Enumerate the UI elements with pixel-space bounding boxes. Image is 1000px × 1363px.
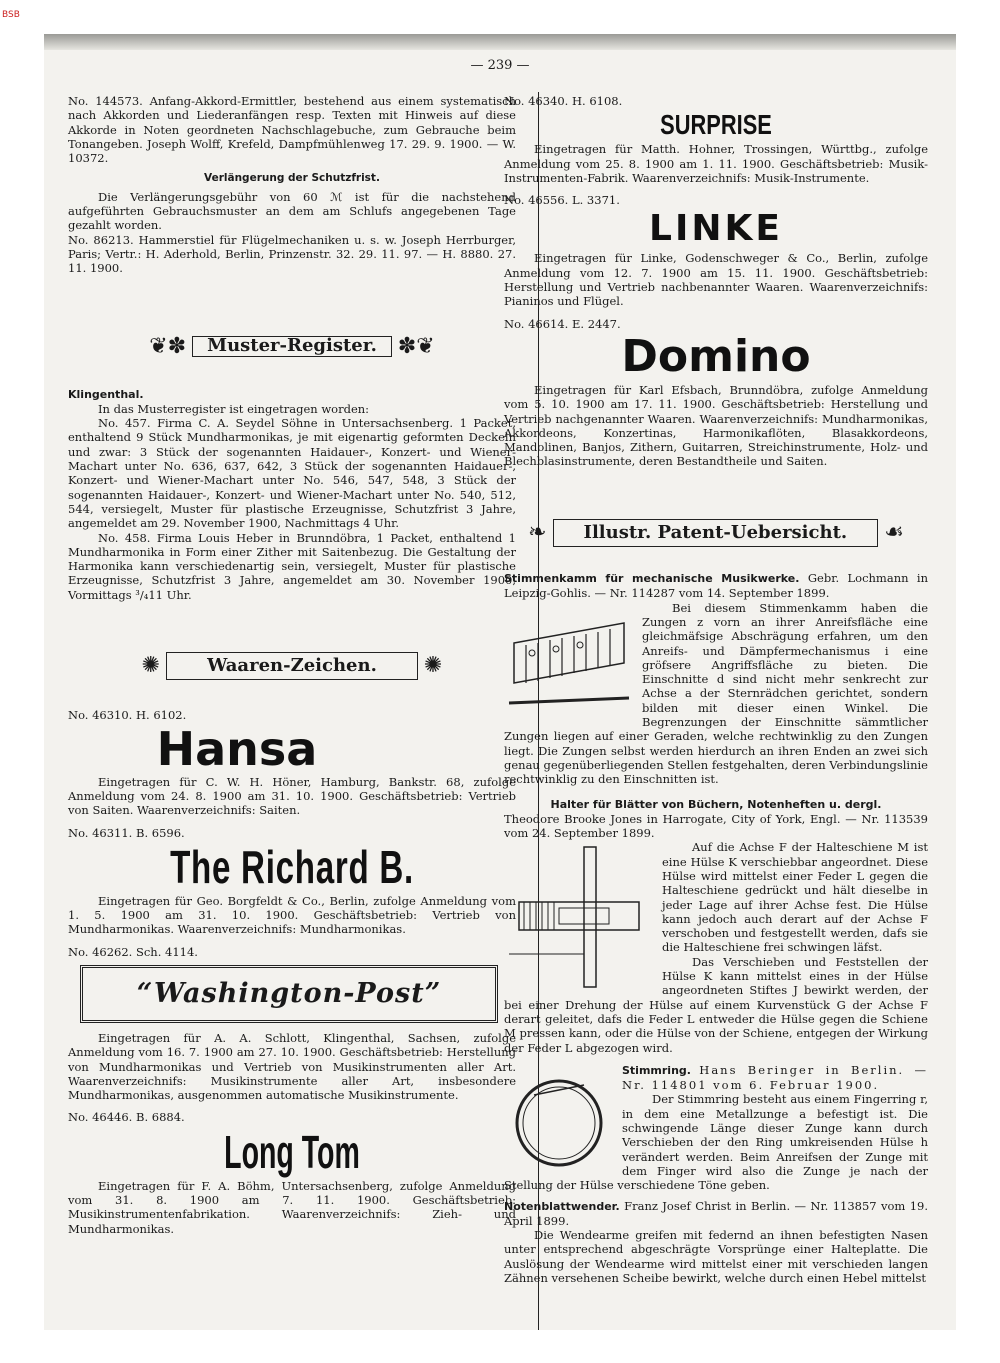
patent-halter-title: Halter für Blätter von Büchern, Notenheften u. dergl. bbox=[550, 797, 882, 811]
right-column bbox=[504, 94, 928, 1285]
subheading-schutzfrist: Verlängerung der Schutzfrist. bbox=[204, 172, 380, 185]
waaren-zeichen-title: Waaren-Zeichen. bbox=[166, 652, 418, 680]
tm-linke-number: No. 46556. L. 3371. bbox=[504, 193, 620, 208]
tm-surprise-number: No. 46340. H. 6108. bbox=[504, 94, 623, 108]
ornament-right-icon: ✺ bbox=[423, 653, 443, 679]
tm-surprise-text: Eingetragen für Matth. Hohner, Trossingen, Württbg., zufolge Anmeldung vom 25. 8. 1900 am 1. 11. 1900. Geschäftsbetrieb: Musik-Instrumenten-Fabrik. Waarenverzeichnifs: Musik-Instrumente. bbox=[504, 142, 928, 185]
patent-stimmring-head: Hans Beringer in Berlin. — Nr. 114801 vom 6. Februar 1900. bbox=[622, 1062, 929, 1093]
muster-register-title: Muster-Register. bbox=[192, 336, 392, 356]
patent-halter-text2: Das Verschieben und Feststellen der Hülse K kann mittelst eines in der Hülse angeordneten Stiftes J bewirkt werden, der bei einer Drehung der Hülse auf einem Kurvenstück G der Achse F derart geleitet, dafs die Feder L entweder die Hülse gegen die Schiene M pressen kann, oder die Hülse von der Schiene, entgegen der Wirkung der Feder L abgezogen wird. bbox=[504, 954, 928, 1055]
trademark-long-tom: Long Tom bbox=[224, 1125, 360, 1178]
library-stamp: BSB bbox=[2, 10, 20, 20]
tm-domino-number: No. 46614. E. 2447. bbox=[504, 316, 621, 331]
tm-linke-text: Eingetragen für Linke, Godenschweger & Co., Berlin, zufolge Anmeldung vom 12. 7. 1900 am 15. 11. 1900. Geschäftsbetrieb: Herstellung und Vertrieb nachbenannter Waaren. Waarenverzeichnifs: Pianinos und Flügel. bbox=[504, 251, 928, 309]
tm-washington-text: Eingetragen für A. A. Schlott, Klingenthal, Sachsen, zufolge Anmeldung vom 16. 7. 1900 am 27. 10. 1900. Geschäftsbetrieb: Herstellung von Mundharmonikas und Vertrieb von Musikinstrumenten aller Art. Waarenverzeichnifs: Musikinstrumente aller Art, insbesondere Mundharmonikas, ausgenommen automatische Musikinstrumente. bbox=[68, 1030, 516, 1103]
patent-uebersicht-title: Illustr. Patent-Uebersicht. bbox=[553, 519, 879, 547]
patent-uebersicht-banner bbox=[504, 519, 928, 547]
tm-longtom-text: Eingetragen für F. A. Böhm, Untersachsenberg, zufolge Anmeldung vom 31. 8. 1900 am 7. 11. 1900. Geschäftsbetrieb: Musikinstrumentenfabrikation. Waarenverzeichnifs: Zieh- und Mundharmonikas. bbox=[68, 1178, 516, 1236]
patent-stimmenkamm-text: Bei diesem Stimmenkamm haben die Zungen z vorn an ihrer Anreifsfläche eine gleichmäfsige Abschrägung erfahren, um den Anreifs- und Dämpfermechanismus i eine gröfsere Angriffsfläche zu bieten. Die Einschnitte d sind nicht mehr senkrecht zur Achse a der Sternrädchen gerichtet, sondern bilden mit dieser einen Winkel. Die Begrenzungen der Einschnitte sämmtlicher Zungen liegen auf einer Geraden, welche rechtwinklig zu den Zungen liegt. Die Zungen selbst werden hierdurch an ihren Enden an zwei sich genau gegenüberliegenden Stellen festgehalten, deren Verbindungslinie rechtwinklig zu den Einschnitten ist. bbox=[504, 600, 928, 787]
muster-register-banner bbox=[68, 333, 516, 359]
patent-stimmring-title: Stimmring. bbox=[622, 1063, 691, 1077]
patent-stimmenkamm-head: Gebr. Lochmann in Leipzig-Gohlis. — Nr. 114287 vom 14. September 1899. bbox=[504, 571, 929, 601]
tm-hansa-number: No. 46310. H. 6102. bbox=[68, 708, 187, 723]
trademark-domino: Domino bbox=[621, 330, 811, 382]
left-column bbox=[68, 94, 516, 1236]
patent-stimmring-text: Der Stimmring besteht aus einem Fingerring r, in dem eine Metallzunge a befestigt ist. Die schwingende Länge dieser Zunge kann durch Verschieben der den Ring umkreisenden Hülse h verändert werden. Beim Anreifsen der Zunge mit dem Finger wird also die Zunge je nach der Stellung der Hülse verschiedene Töne geben. bbox=[504, 1092, 928, 1193]
tm-richard-number: No. 46311. B. 6596. bbox=[68, 825, 185, 840]
entry-86213: No. 86213. Hammerstiel für Flügelmechaniken u. s. w. Joseph Herrburger, Paris; Vertr.: H. Aderhold, Berlin, Prinzenstr. 32. 29. 11. 97. — H. 8880. 27. 11. 1900. bbox=[68, 232, 516, 276]
paragraph-gebuehr: Die Verlängerungsgebühr von 60 ℳ ist für die nachstehend aufgeführten Gebrauchsmuster an dem am Schlufs angegebenen Tage gezahlt worden. bbox=[68, 189, 516, 233]
patent-halter-text: Auf die Achse F der Halteschiene M ist eine Hülse K verschiebbar angeordnet. Diese Hülse wird mittelst einer Feder L gegen die Halteschiene gedrückt und hält dieselbe in jeder Lage auf ihrer Achse fest. Die Hülse kann jedoch auch derart auf der Achse F verschoben und festgestellt werden, dafs sie die Halteschiene frei schwingen läfst. bbox=[662, 840, 928, 955]
trademark-washington-post: “Washington-Post” bbox=[80, 965, 498, 1023]
register-intro: In das Musterregister ist eingetragen worden: bbox=[98, 401, 370, 416]
tm-richard-text: Eingetragen für Geo. Borgfeldt & Co., Berlin, zufolge Anmeldung vom 1. 5. 1900 am 31. 10. 1900. Geschäftsbetrieb: Vertrieb von Mundharmonikas. Waarenverzeichnifs: Mundharmonikas. bbox=[68, 893, 516, 937]
register-entry-458: No. 458. Firma Louis Heber in Brunndöbra, 1 Packet, enthaltend 1 Mundharmonika in Form einer Zither mit Saitenbezug. Die Gestaltung der Harmonika kann verschiedenartig sein, versiegelt, Muster für plastische Erzeugnisse, Schutzfrist 3 Jahre, angemeldet am 30. November 1900, Vormittags ³/₄11 Uhr. bbox=[68, 530, 516, 602]
ornament-left-icon: ✺ bbox=[141, 653, 161, 679]
patent-halter-head: Theodore Brooke Jones in Harrogate, City of York, Engl. — Nr. 113539 vom 24. September 1899. bbox=[504, 811, 928, 841]
document-page bbox=[44, 34, 956, 1330]
trademark-linke: LINKE bbox=[649, 208, 783, 250]
place-klingenthal: Klingenthal. bbox=[68, 387, 144, 401]
tm-domino-text: Eingetragen für Karl Efsbach, Brunndöbra, zufolge Anmeldung vom 5. 10. 1900 am 17. 11. 1900. Geschäftsbetrieb: Herstellung und Vertrieb nachgenannter Waaren. Waarenverzeichnifs: Mundharmonikas, Akkordeons, Konzertinas, Harmonikaflöten, Blasakkordeons, Mandolinen, Banjos, Zithern, Guitarren, Streichinstrumente, Holz- und Blechblasinstrumente, deren Bestandtheile und Saiten. bbox=[504, 382, 928, 469]
waaren-zeichen-banner bbox=[68, 652, 516, 680]
page-number: — 239 — bbox=[470, 58, 530, 73]
entry-144573: No. 144573. Anfang-Akkord-Ermittler, bestehend aus einem systematisch nach Akkorden und Liederanfängen resp. Texten mit Hinweis auf diese Akkorde in Noten geordneten Nachschlagebuche, zum Gebrauche beim Tonangeben. Joseph Wolff, Krefeld, Dampfmühlenweg 17. 29. 9. 1900. — W. 10372. bbox=[68, 94, 516, 166]
patent-notenblattwender-text: Die Wendearme greifen mit federnd an ihnen befestigten Nasen unter entsprechend abgeschrägte Vorsprünge einer Halteplatte. Die Auslösung der Wendearme wird mittelst einer mit verschieden langen Zähnen versehenen Scheibe bewirkt, welche durch einen Hebel mittelst bbox=[504, 1228, 928, 1285]
stimmenkamm-figure bbox=[504, 603, 634, 723]
tm-hansa-text: Eingetragen für C. W. H. Höner, Hamburg, Bankstr. 68, zufolge Anmeldung vom 24. 8. 1900 am 31. 10. 1900. Geschäftsbetrieb: Vertrieb von Saiten. Waarenverzeichnifs: Saiten. bbox=[68, 774, 516, 818]
tm-longtom-number: No. 46446. B. 6884. bbox=[68, 1110, 185, 1125]
trademark-surprise: SURPRISE bbox=[660, 109, 772, 141]
trademark-hansa: Hansa bbox=[156, 721, 318, 776]
trademark-richard-b: The Richard B. bbox=[170, 840, 414, 893]
ornament-right-icon: ☙ bbox=[884, 519, 904, 545]
register-entry-457: No. 457. Firma C. A. Seydel Söhne in Untersachsenberg. 1 Packet, enthaltend 9 Stück Mundharmonikas, je mit eigenartig geformten Deckeln und zwar: 3 Stück der sogenannten Haidauer-, Konzert- und Wiener-Machart unter No. 636, 637, 642, 3 Stück der sogenannten Haidauer-, Konzert- und Wiener-Machart unter No. 546, 547, 548, 3 Stück der sogenannten Haidauer-, Konzert- und Wiener-Machart unter No. 540, 512, 544, versiegelt, Muster für plastische Erzeugnisse, Schutzfrist 3 Jahre, angemeldet am 29. November 1900, Nachmittags 4 Uhr. bbox=[68, 416, 516, 531]
patent-notenblattwender-title: Notenblattwender. bbox=[504, 1199, 620, 1213]
ornament-left-icon: ❧ bbox=[528, 519, 547, 545]
ornament-left-icon: ❦✽ bbox=[149, 333, 187, 359]
halter-figure bbox=[504, 842, 654, 992]
ornament-right-icon: ✽❦ bbox=[397, 333, 435, 359]
stimmring-figure bbox=[504, 1065, 614, 1175]
patent-stimmenkamm-title: Stimmenkamm für mechanische Musikwerke. bbox=[504, 572, 800, 586]
patent-notenblattwender-head: Franz Josef Christ in Berlin. — Nr. 113857 vom 19. April 1899. bbox=[504, 1198, 928, 1228]
scan-edge bbox=[44, 34, 956, 50]
tm-washington-number: No. 46262. Sch. 4114. bbox=[68, 944, 198, 959]
